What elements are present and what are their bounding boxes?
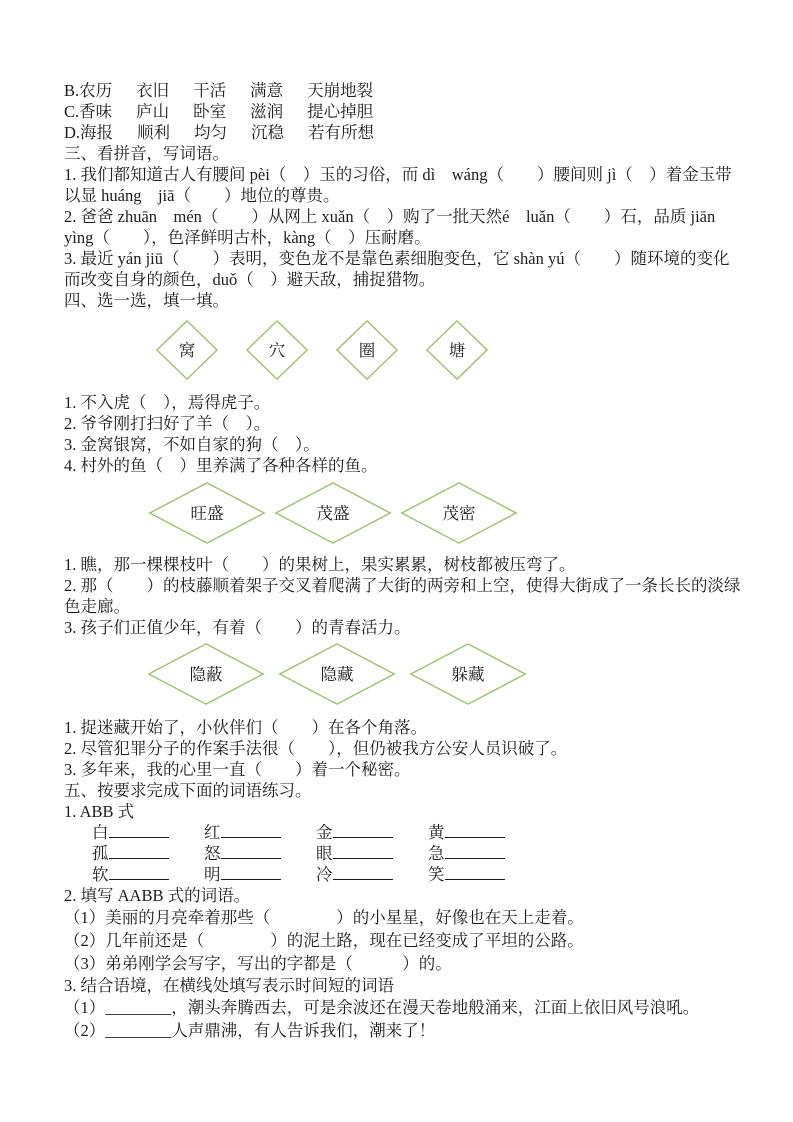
abb-char: 软 [92,865,109,884]
abb-cell [316,864,428,885]
option-diamond [278,643,396,705]
word-option: 香味 [79,102,113,121]
word-option: 天崩地裂 [307,81,374,100]
time-words-item: （1）________，潮头奔腾西去，可是余波还在漫天卷地般涌来，江面上依旧风号浪吼。 [64,998,700,1017]
abb-char: 笑 [428,865,445,884]
word-option: 顺利 [137,123,171,142]
abb-char: 红 [204,823,221,842]
fill-blank-line [109,843,169,859]
pinyin-item-3: 3. 最近 yán jiū（ ）表明，变色龙不是靠色素细胞变色，它 shàn yú（ ）随环境的变化而改变自身的颜色，duǒ（ ）避天敌，捕捉猎物。 [64,249,730,289]
option-label: 穴 [268,340,286,360]
word-option: 沉稳 [251,123,285,142]
aabb-subtitle: 2. 填写 AABB 式的词语。 [64,886,251,905]
option-diamond [426,320,488,380]
word-option: 滋润 [250,102,284,121]
word-option: 干活 [193,81,227,100]
fill-blank-line [221,864,281,880]
abb-subtitle: 1. ABB 式 [64,802,135,821]
word-option: 满意 [250,81,284,100]
fill-sentence: 3. 金窝银窝，不如自家的狗（ ）。 [64,435,320,454]
abb-char: 急 [428,844,445,863]
option-label: 茂密 [442,503,476,523]
option-diamond-row-2 [148,482,742,544]
option-diamond [274,482,392,544]
fill-sentence: 2. 尽管犯罪分子的作案手法很（ ），但仍被我方公安人员识破了。 [64,739,568,758]
option-diamond-row-3 [147,643,742,705]
option-label: 圈 [358,340,376,360]
word-option: 若有所想 [308,123,375,142]
fill-blank-line [333,822,393,838]
word-option: 庐山 [136,102,170,121]
worksheet-content [64,80,742,1042]
option-diamond [409,643,527,705]
pinyin-item-2: 2. 爸爸 zhuān mén（ ）从网上 xuǎn（ ）购了一批天然é luǎn（ ）石，品质 jiān yìng（ ），色泽鲜明古朴，kàng（ ）压耐磨。 [64,207,720,247]
section3-title: 三、看拼音，写词语。 [64,144,229,163]
option-label: 窝 [178,340,196,360]
abb-cell [92,843,204,864]
abb-cell [92,864,204,885]
option-diamond [400,482,518,544]
abb-cell [428,822,505,843]
fill-sentence: 3. 多年来，我的心里一直（ ）着一个秘密。 [64,760,411,779]
word-choice-row-c [64,101,742,122]
abb-cell [204,843,316,864]
option-diamond [336,320,398,380]
option-label: 隐蔽 [189,664,223,684]
fill-blank-line [445,864,505,880]
abb-cell [204,864,316,885]
option-label: 旺盛 [190,503,224,523]
abb-grid-row [92,843,742,864]
abb-char: 黄 [428,823,445,842]
fill-sentence: 4. 村外的鱼（ ）里养满了各种各样的鱼。 [64,456,378,475]
abb-char: 孤 [92,844,109,863]
abb-char: 金 [316,823,333,842]
fill-blank-line [333,864,393,880]
word-option: 均匀 [194,123,228,142]
fill-blank-line [109,822,169,838]
aabb-item: （1）美丽的月亮牵着那些（ ）的小星星，好像也在天上走着。 [64,908,584,927]
option-label: 躲藏 [451,664,485,684]
option-label: 茂盛 [316,503,350,523]
option-diamond [147,643,265,705]
word-option: 提心掉胆 [307,102,374,121]
fill-sentence: 2. 爷爷刚打扫好了羊（ ）。 [64,414,271,433]
fill-blank-line [333,843,393,859]
fill-sentence: 3. 孩子们正值少年，有着（ ）的青春活力。 [64,618,411,637]
time-words-item: （2）________人声鼎沸，有人告诉我们，潮来了！ [64,1021,436,1040]
option-diamond [148,482,266,544]
abb-grid-row [92,822,742,843]
fill-blank-line [221,843,281,859]
aabb-item: （3）弟弟刚学会写字，写出的字都是（ ）的。 [64,954,452,973]
abb-cell [316,843,428,864]
abb-cell [204,822,316,843]
abb-char: 明 [204,865,221,884]
section5-title: 五、按要求完成下面的词语练习。 [64,781,312,800]
aabb-item: （2）几年前还是（ ）的泥土路，现在已经变成了平坦的公路。 [64,931,584,950]
option-label: 塘 [448,340,466,360]
abb-char: 白 [92,823,109,842]
abb-cell [92,822,204,843]
fill-sentence: 1. 不入虎（ ），焉得虎子。 [64,393,271,412]
word-choice-row-d [64,122,742,143]
row-label: C. [64,102,80,121]
abb-grid-row [92,864,742,885]
option-diamond-row-1 [156,320,742,380]
section4-title: 四、选一选，填一填。 [64,291,229,310]
word-option: 海报 [80,123,114,142]
abb-cell [316,822,428,843]
fill-sentence: 2. 那（ ）的枝藤顺着架子交叉着爬满了大街的两旁和上空，使得大街成了一条长长的淡绿色走廊。 [64,576,741,616]
fill-blank-line [445,843,505,859]
fill-sentence: 1. 捉迷藏开始了，小伙伴们（ ）在各个角落。 [64,718,427,737]
fill-blank-line [221,822,281,838]
option-label: 隐藏 [320,664,354,684]
word-choice-row-b [64,80,742,101]
word-option: 农历 [79,81,113,100]
time-words-subtitle: 3. 结合语境，在横线处填写表示时间短的词语 [64,976,394,995]
abb-char: 冷 [316,865,333,884]
word-option: 衣旧 [136,81,170,100]
option-diamond [246,320,308,380]
fill-sentence: 1. 瞧，那一棵棵枝叶（ ）的果树上，果实累累，树枝都被压弯了。 [64,555,576,574]
abb-cell [428,843,505,864]
pinyin-item-1: 1. 我们都知道古人有腰间 pèi（ ）玉的习俗，而 dì wáng（ ）腰间则 jì（ ）着金玉带以显 huáng jiā（ ）地位的尊贵。 [64,165,732,205]
row-label: D. [64,123,81,142]
fill-blank-line [445,822,505,838]
option-diamond [156,320,218,380]
abb-cell [428,864,505,885]
abb-char: 眼 [316,844,333,863]
word-option: 卧室 [193,102,227,121]
abb-char: 怒 [204,844,221,863]
fill-blank-line [109,864,169,880]
row-label: B. [64,81,80,100]
